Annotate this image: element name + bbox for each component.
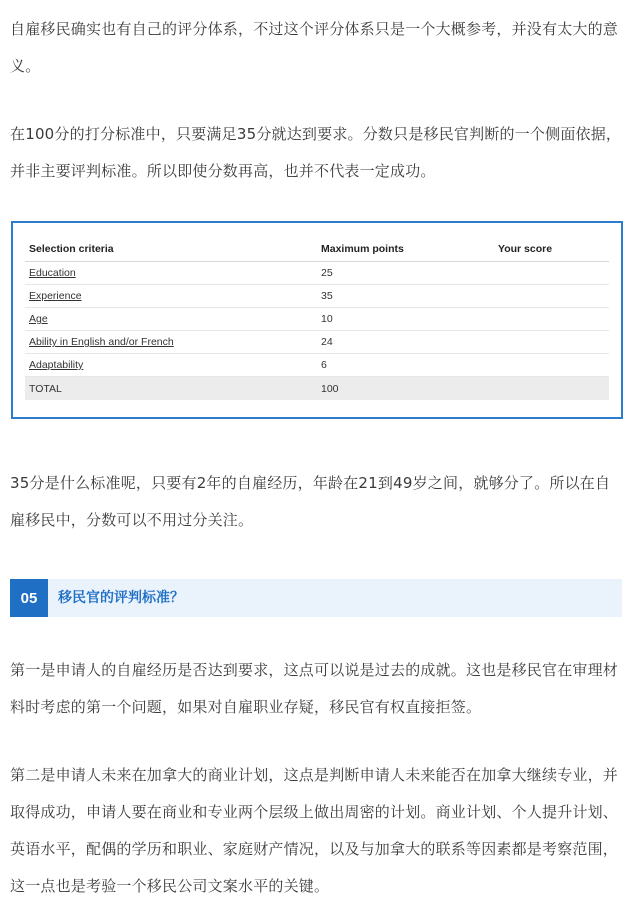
intro-paragraph: 自雇移民确实也有自己的评分体系，不过这个评分体系只是一个大概参考，并没有太大的意义。	[10, 20, 619, 75]
selection-criteria-table-image	[11, 221, 623, 419]
section-title: 移民官的评判标准？	[58, 590, 184, 606]
score-standard-paragraph: 在100分的打分标准中，只要满足35分就达到要求。分数只是移民官判断的一个侧面依据，并非主要评判标准。所以即使分数再高，也并不代表一定成功。	[10, 125, 622, 180]
criteria-link-experience[interactable]: Experience	[29, 290, 82, 302]
table-header-row	[25, 237, 609, 262]
table-row	[25, 308, 609, 331]
points-value: 10	[321, 313, 333, 325]
total-label: TOTAL	[29, 382, 62, 395]
table-row	[25, 331, 609, 354]
selection-criteria-table	[25, 237, 609, 400]
criteria-link-adaptability[interactable]: Adaptability	[29, 359, 84, 371]
points-value: 6	[321, 359, 327, 371]
criteria-link-language-ability[interactable]: Ability in English and/or French	[29, 336, 174, 348]
table-row	[25, 354, 609, 377]
header-maximum-points: Maximum points	[321, 243, 404, 255]
table-row	[25, 285, 609, 308]
criteria-link-age[interactable]: Age	[29, 313, 48, 325]
points-value: 35	[321, 290, 333, 302]
points-value: 25	[321, 267, 333, 279]
header-your-score: Your score	[498, 243, 553, 255]
criteria-link-education[interactable]: Education	[29, 267, 76, 279]
points-value: 24	[321, 336, 333, 348]
total-points: 100	[321, 382, 339, 395]
criterion-one-paragraph: 第一是申请人的自雇经历是否达到要求，这点可以说是过去的成就。这也是移民官在审理材料时考虑的第一个问题，如果对自雇职业存疑，移民官有权直接拒签。	[10, 661, 619, 716]
section-heading	[10, 579, 622, 617]
section-number-badge: 05	[10, 579, 48, 617]
table-row	[25, 262, 609, 285]
table-total-row	[25, 377, 609, 400]
header-selection-criteria: Selection criteria	[29, 243, 114, 255]
criterion-two-paragraph: 第二是申请人未来在加拿大的商业计划，这点是判断申请人未来能否在加拿大继续专业，并取得成功，申请人要在商业和专业两个层级上做出周密的计划。商业计划、个人提升计划、英语水平，配偶的学历和职业、家庭财产情况，以及与加拿大的联系等因素都是考察范围，这一点也是考验一个移民公司文案水平的关键。	[10, 766, 619, 895]
score-explanation-paragraph: 35分是什么标准呢，只要有2年的自雇经历，年龄在21到49岁之间，就够分了。所以在自雇移民中，分数可以不用过分关注。	[10, 474, 611, 529]
